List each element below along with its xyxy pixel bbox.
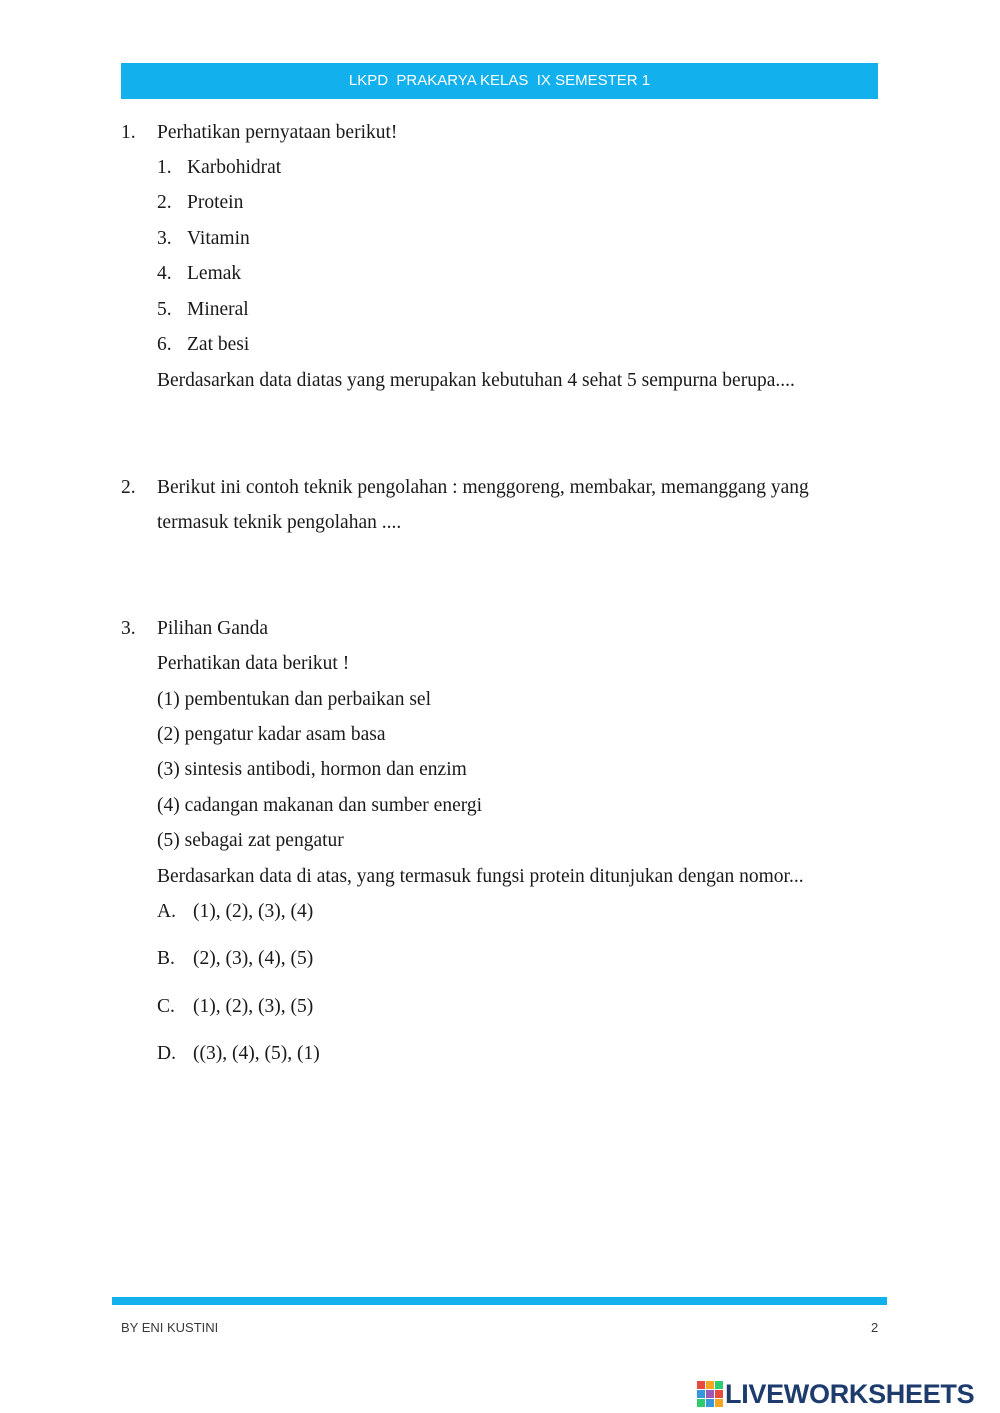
liveworksheets-grid-icon — [697, 1381, 723, 1407]
option-b-text[interactable]: (2), (3), (4), (5) — [193, 948, 314, 969]
brand-name: LIVEWORKSHEETS — [725, 1378, 975, 1409]
q3-data-item: (2) pengatur kadar asam basa — [157, 724, 386, 745]
q1-item-number: 3. — [157, 228, 172, 249]
page-header-bar: LKPD PRAKARYA KELAS IX SEMESTER 1 — [121, 63, 878, 99]
q1-prompt: Perhatikan pernyataan berikut! — [157, 122, 398, 143]
page-number: 2 — [871, 1320, 879, 1335]
q1-item-text: Lemak — [187, 263, 242, 284]
q1-item-text: Vitamin — [187, 228, 250, 249]
q3-data-item: (5) sebagai zat pengatur — [157, 830, 344, 851]
q2-text-line-1: Berikut ini contoh teknik pengolahan : menggoreng, membakar, memanggang yang — [157, 477, 809, 498]
q3-data-item: (3) sintesis antibodi, hormon dan enzim — [157, 759, 467, 780]
option-a-text[interactable]: (1), (2), (3), (4) — [193, 901, 314, 922]
q3-data-item: (1) pembentukan dan perbaikan sel — [157, 689, 431, 710]
q2-text-line-2: termasuk teknik pengolahan .... — [157, 512, 402, 533]
q1-item-number: 5. — [157, 299, 172, 320]
q3-data-item: (4) cadangan makanan dan sumber energi — [157, 795, 483, 816]
liveworksheets-logo[interactable] — [697, 1378, 974, 1410]
option-c-letter: C. — [157, 996, 175, 1017]
q1-item-text: Mineral — [187, 299, 249, 320]
option-c-text[interactable]: (1), (2), (3), (5) — [193, 996, 314, 1017]
q1-item-number: 4. — [157, 263, 172, 284]
q1-item-number: 2. — [157, 192, 172, 213]
footer-divider — [112, 1297, 887, 1305]
q1-item-number: 6. — [157, 334, 172, 355]
q3-intro: Perhatikan data berikut ! — [157, 653, 350, 674]
q2-number: 2. — [121, 477, 136, 498]
footer-author: BY ENI KUSTINI — [121, 1320, 219, 1335]
q1-item-text: Protein — [187, 192, 244, 213]
q1-item-number: 1. — [157, 157, 172, 178]
option-b-letter: B. — [157, 948, 175, 969]
q1-number: 1. — [121, 122, 136, 143]
q3-type: Pilihan Ganda — [157, 618, 269, 639]
q1-question: Berdasarkan data diatas yang merupakan kebutuhan 4 sehat 5 sempurna berupa.... — [157, 370, 795, 391]
option-d-text[interactable]: ((3), (4), (5), (1) — [193, 1043, 320, 1064]
q3-number: 3. — [121, 618, 136, 639]
q3-question: Berdasarkan data di atas, yang termasuk fungsi protein ditunjukan dengan nomor... — [157, 866, 804, 887]
option-d-letter: D. — [157, 1043, 176, 1064]
option-a-letter: A. — [157, 901, 176, 922]
q1-item-text: Zat besi — [187, 334, 250, 355]
q1-item-text: Karbohidrat — [187, 157, 282, 178]
